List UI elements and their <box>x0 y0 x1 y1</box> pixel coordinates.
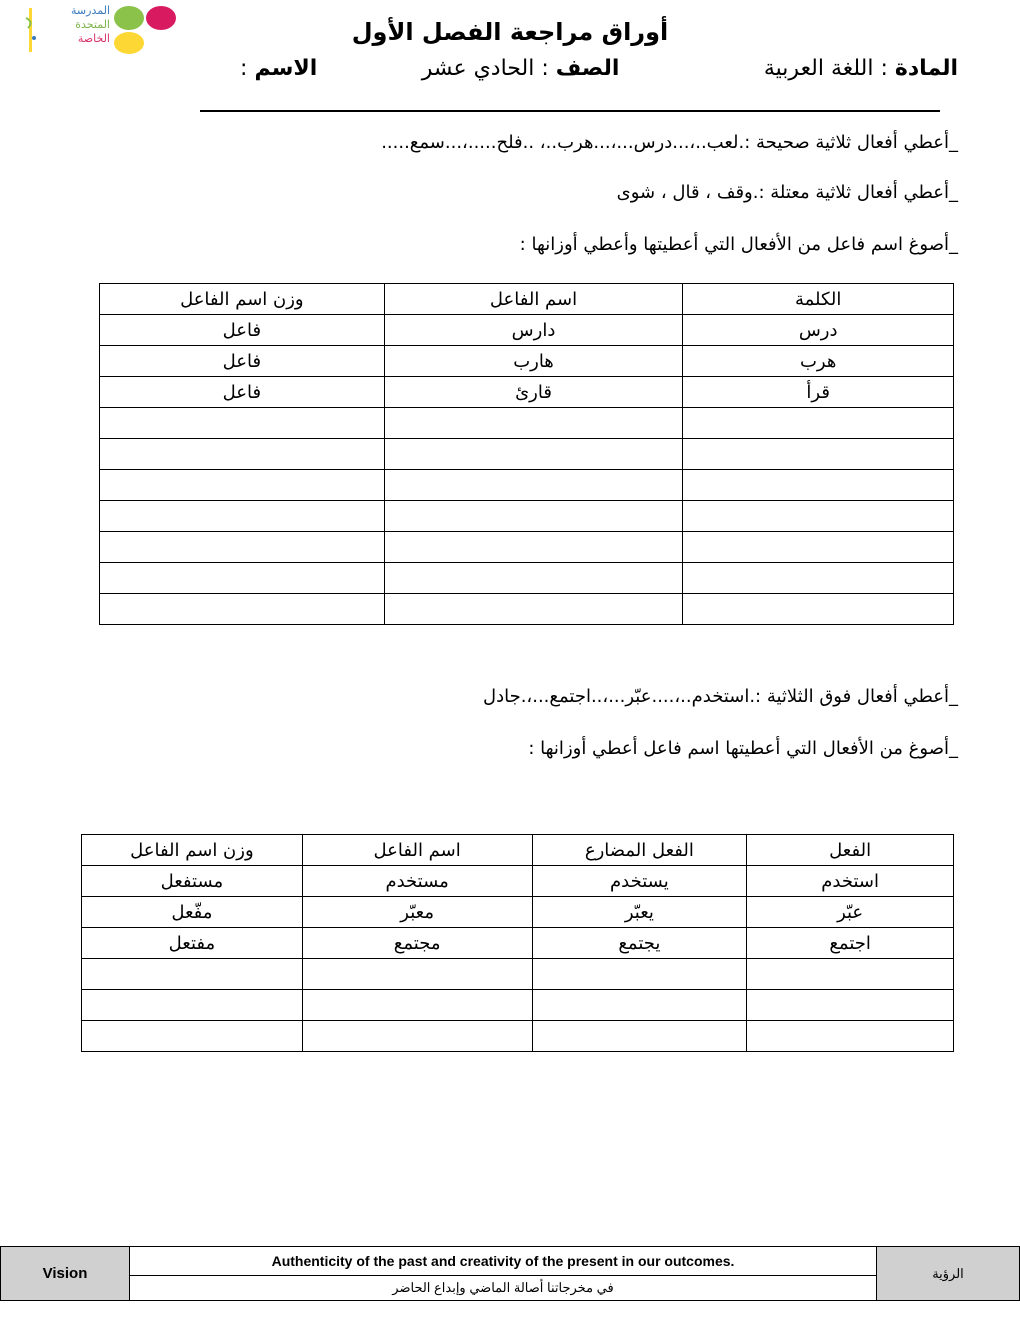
table-row <box>82 866 954 897</box>
question-5: _أصوغ من الأفعال التي أعطيتها اسم فاعل أعطي أوزانها : <box>528 738 958 759</box>
table-row <box>100 501 954 532</box>
grade-field <box>422 56 620 81</box>
active-participle-table <box>99 283 954 625</box>
table-cell[interactable]: هرب <box>683 346 954 377</box>
table-cell[interactable]: هارب <box>384 346 683 377</box>
table-cell[interactable]: مستخدم <box>302 866 532 897</box>
table-cell[interactable]: مفتعل <box>82 928 303 959</box>
header-cell: وزن اسم الفاعل <box>82 835 303 866</box>
name-label: الاسم <box>254 56 318 81</box>
question-4: _أعطي أفعال فوق الثلاثية :.استخدم..،....عبّر...،..اجتمع...،.جادل <box>483 686 958 707</box>
header-info <box>200 56 958 81</box>
table-cell[interactable] <box>747 990 954 1021</box>
table-cell[interactable]: يستخدم <box>532 866 747 897</box>
table-cell[interactable]: معبّر <box>302 897 532 928</box>
table-cell[interactable] <box>683 470 954 501</box>
table-cell[interactable]: عبّر <box>747 897 954 928</box>
vision-label-ar: الرؤية <box>877 1247 1020 1301</box>
table-cell[interactable]: فاعل <box>100 315 385 346</box>
header-cell: الفعل المضارع <box>532 835 747 866</box>
table-row <box>82 897 954 928</box>
vision-label-en: Vision <box>1 1247 130 1301</box>
vision-footer <box>0 1246 1020 1298</box>
header-cell: الفعل <box>747 835 954 866</box>
table-cell[interactable] <box>683 501 954 532</box>
table-cell[interactable] <box>100 470 385 501</box>
page-title: أوراق مراجعة الفصل الأول <box>351 18 669 46</box>
vision-text-ar: في مخرجاتنا أصالة الماضي وإبداع الحاضر <box>130 1276 877 1301</box>
table-cell[interactable] <box>384 408 683 439</box>
question-3: _أصوغ اسم فاعل من الأفعال التي أعطيتها وأعطي أوزانها : <box>519 234 958 255</box>
table-row <box>100 377 954 408</box>
school-name-line1: المدرسة <box>71 4 110 17</box>
table-row <box>100 346 954 377</box>
table-row <box>100 470 954 501</box>
table-cell[interactable] <box>100 439 385 470</box>
table-cell[interactable] <box>82 959 303 990</box>
table-cell[interactable] <box>302 1021 532 1052</box>
table-cell[interactable]: دارس <box>384 315 683 346</box>
table-cell[interactable] <box>683 532 954 563</box>
derived-verbs-table <box>81 834 954 1052</box>
table-cell[interactable] <box>82 1021 303 1052</box>
subject-value: : اللغة العربية <box>763 56 888 81</box>
header-divider <box>200 110 940 112</box>
table-cell[interactable]: قرأ <box>683 377 954 408</box>
grade-value: : الحادي عشر <box>421 56 549 81</box>
table-cell[interactable] <box>532 990 747 1021</box>
table-cell[interactable] <box>100 501 385 532</box>
table-cell[interactable]: قارئ <box>384 377 683 408</box>
table-cell[interactable] <box>384 470 683 501</box>
table-cell[interactable] <box>384 501 683 532</box>
table-header-row <box>82 835 954 866</box>
table-cell[interactable]: يجتمع <box>532 928 747 959</box>
name-value: : <box>240 56 248 81</box>
table-cell[interactable]: درس <box>683 315 954 346</box>
table-cell[interactable]: استخدم <box>747 866 954 897</box>
table-cell[interactable] <box>384 563 683 594</box>
table-row <box>100 563 954 594</box>
table-cell[interactable] <box>532 1021 747 1052</box>
school-name-line3: الخاصة <box>77 32 110 45</box>
table-row <box>82 1021 954 1052</box>
header-cell: اسم الفاعل <box>302 835 532 866</box>
table-cell[interactable] <box>747 959 954 990</box>
name-field <box>240 56 317 81</box>
subject-label: المادة <box>894 56 958 81</box>
table-cell[interactable] <box>384 532 683 563</box>
table-row <box>82 928 954 959</box>
header-cell: الكلمة <box>683 284 954 315</box>
question-1: _أعطي أفعال ثلاثية صحيحة :.لعب..،...درس...،...هرب..، ..فلح.....،...سمع..... <box>381 132 958 153</box>
table-row <box>100 408 954 439</box>
vision-text-en: Authenticity of the past and creativity of the present in our outcomes. <box>130 1247 877 1276</box>
table-header-row <box>100 284 954 315</box>
grade-label: الصف <box>555 56 620 81</box>
school-name-line2: المتحدة <box>75 18 110 31</box>
table-row <box>82 990 954 1021</box>
table-cell[interactable] <box>100 563 385 594</box>
table-row <box>100 439 954 470</box>
table-cell[interactable] <box>302 990 532 1021</box>
table-cell[interactable]: فاعل <box>100 377 385 408</box>
table-row <box>82 959 954 990</box>
table-row <box>100 594 954 625</box>
table-cell[interactable]: مفّعل <box>82 897 303 928</box>
table-cell[interactable]: مستفعل <box>82 866 303 897</box>
table-cell[interactable] <box>302 959 532 990</box>
table-cell[interactable] <box>384 594 683 625</box>
table-cell[interactable] <box>532 959 747 990</box>
table-cell[interactable] <box>384 439 683 470</box>
table-cell[interactable] <box>100 408 385 439</box>
table-cell[interactable]: يعبّر <box>532 897 747 928</box>
table-cell[interactable]: اجتمع <box>747 928 954 959</box>
table-cell[interactable] <box>683 594 954 625</box>
header-cell: وزن اسم الفاعل <box>100 284 385 315</box>
table-cell[interactable]: فاعل <box>100 346 385 377</box>
table-row <box>100 315 954 346</box>
table-cell[interactable] <box>100 594 385 625</box>
table-cell[interactable] <box>683 439 954 470</box>
table-cell[interactable] <box>100 532 385 563</box>
table-row <box>100 532 954 563</box>
table-cell[interactable] <box>683 408 954 439</box>
header-cell: اسم الفاعل <box>384 284 683 315</box>
subject-field <box>764 56 958 81</box>
table-cell[interactable]: مجتمع <box>302 928 532 959</box>
question-2: _أعطي أفعال ثلاثية معتلة :.وقف ، قال ، شوى <box>616 182 958 203</box>
table-cell[interactable] <box>683 563 954 594</box>
table-cell[interactable] <box>747 1021 954 1052</box>
table-cell[interactable] <box>82 990 303 1021</box>
